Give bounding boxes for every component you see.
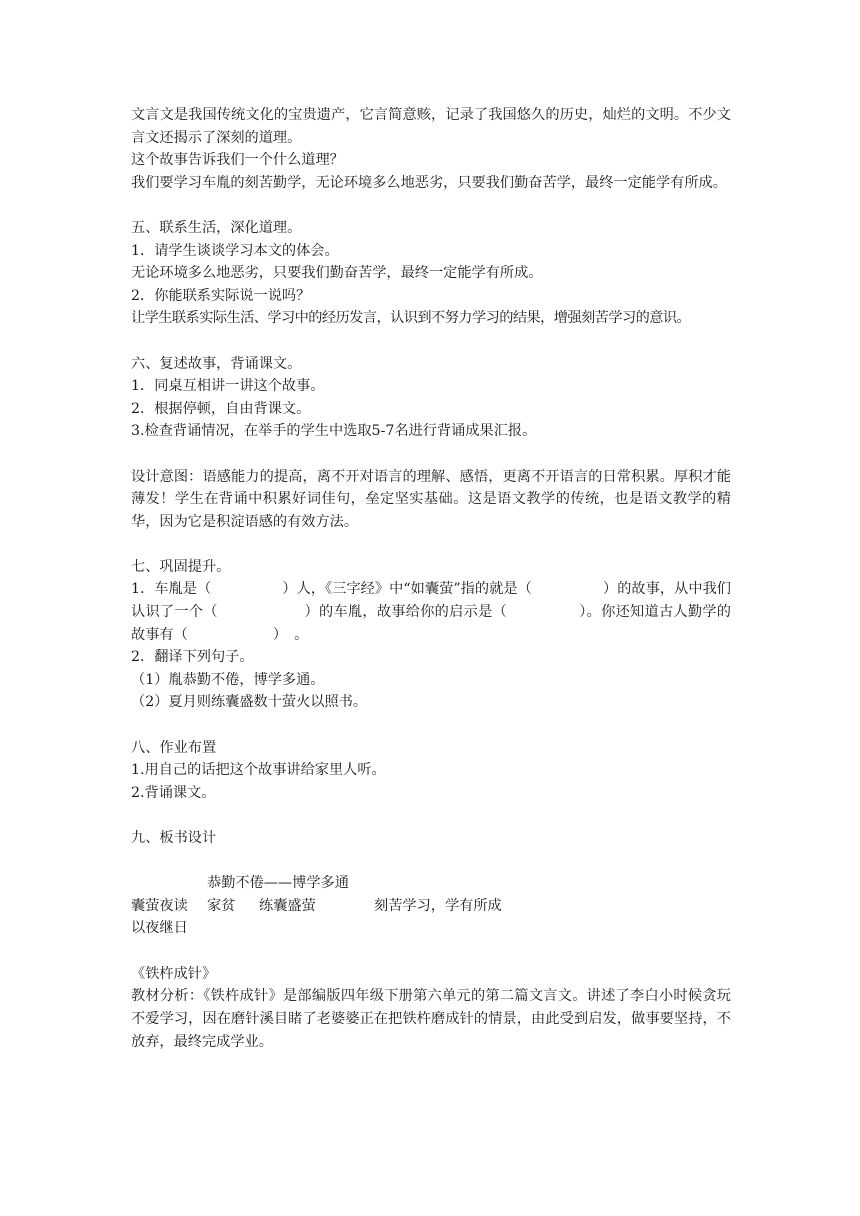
section9-heading: 九、板书设计 [131, 830, 217, 846]
spacer [131, 850, 731, 873]
section5-item1-answer: 无论环境多么地恶劣，只要我们勤奋苦学，最终一定能学有所成。 [131, 265, 543, 282]
spacer [131, 804, 731, 827]
board-column-2: 练囊盛萤 [259, 897, 316, 914]
section8-item1: 1.用自己的话把这个故事讲给家里人听。 [131, 762, 386, 779]
section6-heading: 六、复述故事，背诵课文。 [131, 355, 302, 372]
section7-item1: 1．车胤是（ ）人，《三字经》中“如囊萤”指的就是（ ）的故事，从中我们认识了一个（ ）的车胤，故事给你的启示是（ ）。你还知道古人勤学的故事有（ ） 。 [131, 581, 731, 643]
section6-item1: 1．同桌互相讲一讲这个故事。 [131, 378, 325, 395]
design-intent: 设计意图：语感能力的提高，离不开对语言的理解、感悟，更离不开语言的日常积累。厚积才能薄发！学生在背诵中积累好词佳句，垒定坚实基础。这是语文教学的传统，也是语文教学的精华，因为它是积淀语感的有效方法。 [131, 468, 731, 530]
spacer [131, 194, 731, 217]
section5-heading: 五、联系生活，深化道理。 [131, 219, 302, 236]
section7-heading: 七、巩固提升。 [131, 558, 231, 575]
section7-sub2: （2）夏月则练囊盛数十萤火以照书。 [131, 694, 368, 711]
board-top: 恭勤不倦——博学多通 [207, 875, 349, 892]
section5-item1: 1．请学生谈谈学习本文的体会。 [131, 242, 339, 259]
intro-question: 这个故事告诉我们一个什么道理？ [131, 152, 344, 169]
spacer [131, 443, 731, 466]
document-page [131, 104, 731, 1053]
spacer [131, 714, 731, 737]
board-column-1: 家贫 [207, 897, 236, 914]
intro-paragraph: 文言文是我国传统文化的宝贵遗产，它言简意赅，记录了我国悠久的历史，灿烂的文明。不少文言文还揭示了深刻的道理。 [131, 107, 731, 146]
board-left: 囊萤夜读 [131, 897, 188, 914]
section8-heading: 八、作业布置 [131, 739, 217, 756]
blackboard-design [131, 872, 731, 940]
spacer [131, 533, 731, 556]
section5-item2: 2．你能联系实际说一说吗？ [131, 287, 311, 304]
next-lesson-analysis: 教材分析：《铁杵成针》是部编版四年级下册第六单元的第二篇文言文。讲述了李白小时候贪玩不爱学习，因在磨针溪目睹了老婆婆正在把铁杵磨成针的情景，由此受到启发，做事要坚持，不放弃，最终完成学业。 [131, 988, 731, 1050]
section7-item2: 2．翻译下列句子。 [131, 649, 254, 666]
section8-item2: 2.背诵课文。 [131, 784, 216, 801]
spacer [131, 330, 731, 353]
next-lesson-title: 《铁杵成针》 [131, 965, 217, 982]
section5-item2-answer: 让学生联系实际生活、学习中的经历发言，认识到不努力学习的结果，增强刻苦学习的意识。 [131, 310, 691, 327]
intro-answer: 我们要学习车胤的刻苦勤学，无论环境多么地恶劣，只要我们勤奋苦学，最终一定能学有所成。 [131, 174, 727, 191]
board-bottom: 以夜继日 [131, 920, 188, 937]
section6-item2: 2．根据停顿，自由背课文。 [131, 400, 311, 417]
section6-item3: 3.检查背诵情况，在举手的学生中选取5-7名进行背诵成果汇报。 [131, 423, 537, 440]
board-right: 刻苦学习，学有所成 [374, 897, 502, 914]
spacer [131, 940, 731, 963]
section7-sub1: （1）胤恭勤不倦，博学多通。 [131, 671, 325, 688]
